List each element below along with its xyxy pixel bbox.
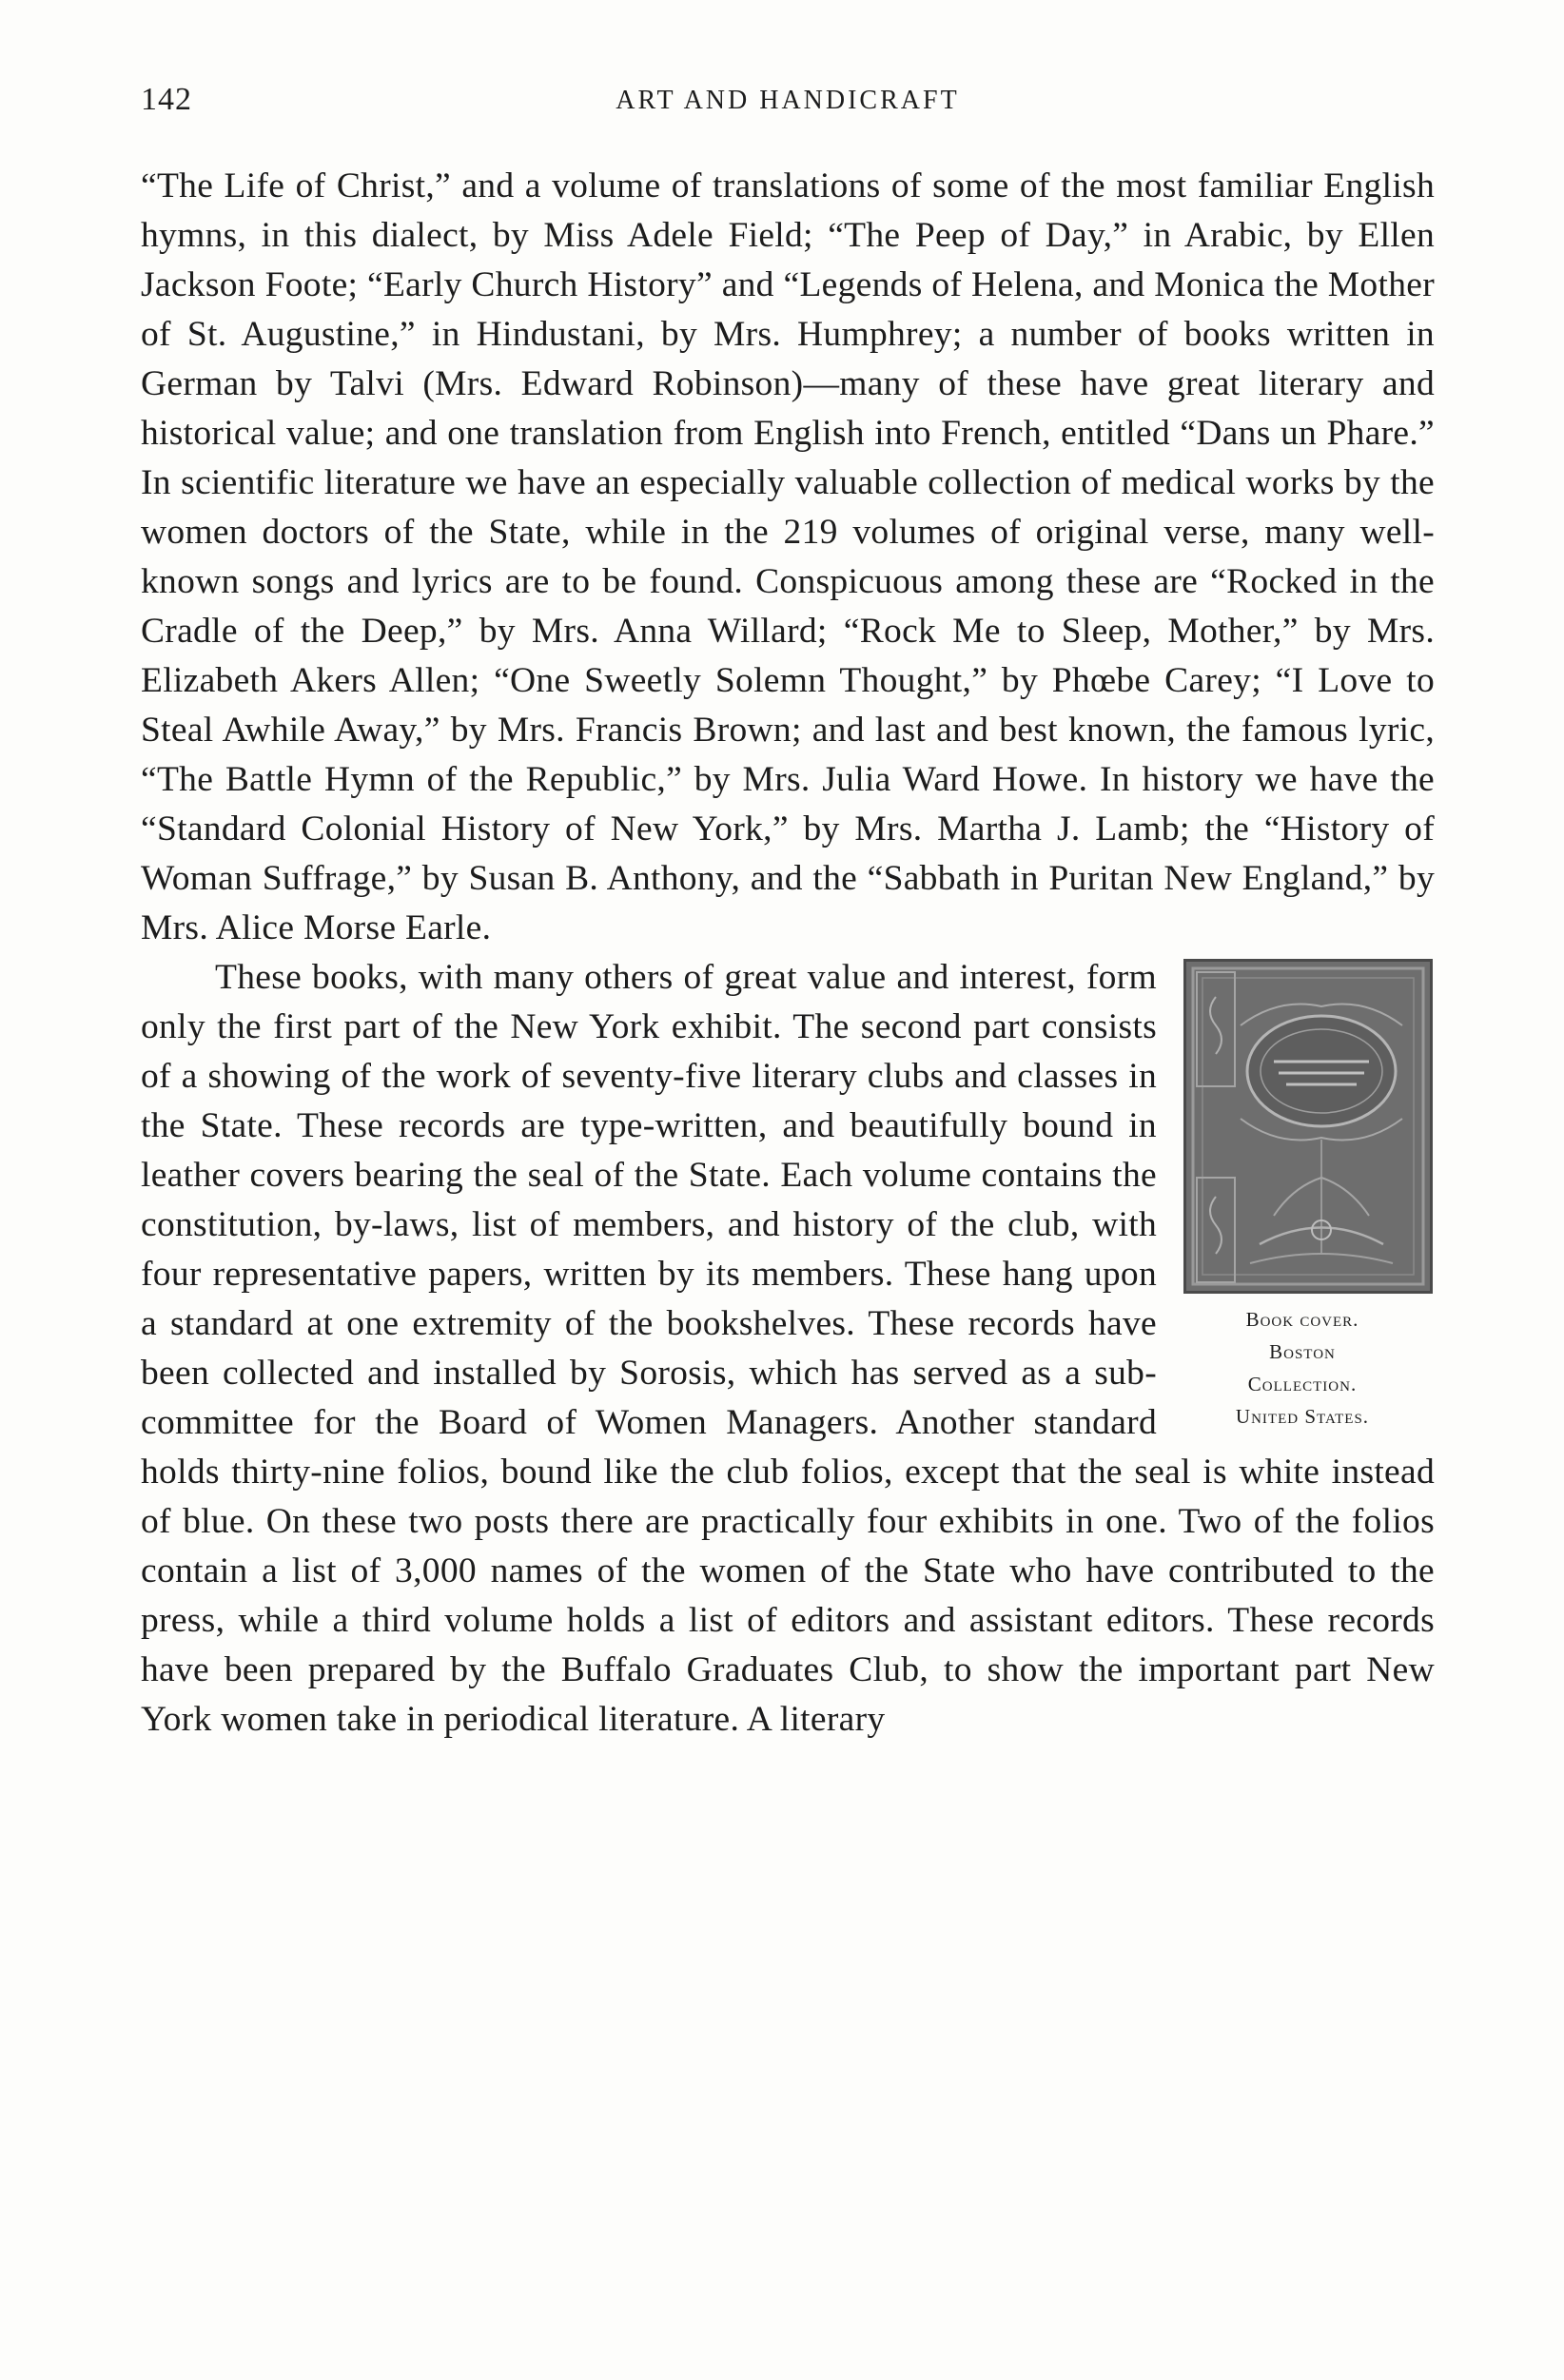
page-body <box>141 162 1435 1745</box>
page-header <box>141 82 1435 129</box>
book-cover-image <box>1183 959 1433 1294</box>
paragraph-continued: “The Life of Christ,” and a volume of translations of some of the most familiar English hymns, in this dialect, by Miss Adele Field; “The Peep of Day,” in Arabic, by Ellen Jackson Foote; “Early Church History” and “Legends of Helena, and Monica the Mother of St. Augustine,” in Hindustani, by Mrs. Humphrey; a number of books written in German by Talvi (Mrs. Edward Robinson)—many of these have great literary and historical value; and one translation from English into French, entitled “Dans un Phare.” In scientific literature we have an especially valuable collection of medical works by the women doctors of the State, while in the 219 volumes of original verse, many well-known songs and lyrics are to be found. Conspicuous among these are “Rocked in the Cradle of the Deep,” by Mrs. Anna Willard; “Rock Me to Sleep, Mother,” by Mrs. Elizabeth Akers Allen; “One Sweetly Solemn Thought,” by Phœbe Carey; “I Love to Steal Awhile Away,” by Mrs. Francis Brown; and last and best known, the famous lyric, “The Battle Hymn of the Republic,” by Mrs. Julia Ward Howe. In history we have the “Standard Colonial History of New York,” by Mrs. Martha J. Lamb; the “History of Woman Suffrage,” by Susan B. Anthony, and the “Sabbath in Puritan New England,” by Mrs. Alice Morse Earle. <box>141 166 1435 947</box>
caption-line: Boston <box>1269 1340 1336 1363</box>
caption-line: Collection. <box>1247 1373 1358 1395</box>
caption-line: United States. <box>1235 1405 1370 1428</box>
paragraph: These books, with many others of great value and interest, form only the first part of the New York exhibit. The second part consists of a showing of the work of seventy-five literary clubs and classes in the State. These records are type-written, and beautifully bound in leather covers bearing the seal of the State. Each volume contains the constitution, by-laws, list of members, and history of the club, with four representative papers, written by its members. These hang upon a standard at one extremity of the bookshelves. These records have been collected and installed by Sorosis, which has served as a sub-committee for the Board of Women Managers. Another standard holds thirty-nine folios, bound like the club folios, except that the seal is white instead of blue. On these two posts there are practically four exhibits in one. Two of the folios contain a list of 3,000 names of the women of the State who have contributed to the press, while a third volume holds a list of editors and assistant editors. These records have been prepared by the Buffalo Graduates Club, to show the important part New York women take in periodical literature. A literary <box>141 958 1435 1739</box>
page-number: 142 <box>141 82 192 117</box>
ornament-icon <box>1183 959 1433 1294</box>
book-cover-figure <box>1170 959 1435 1433</box>
figure-caption <box>1170 1303 1435 1433</box>
running-head: ART AND HANDICRAFT <box>616 86 960 115</box>
caption-line: Book cover. <box>1245 1308 1359 1331</box>
